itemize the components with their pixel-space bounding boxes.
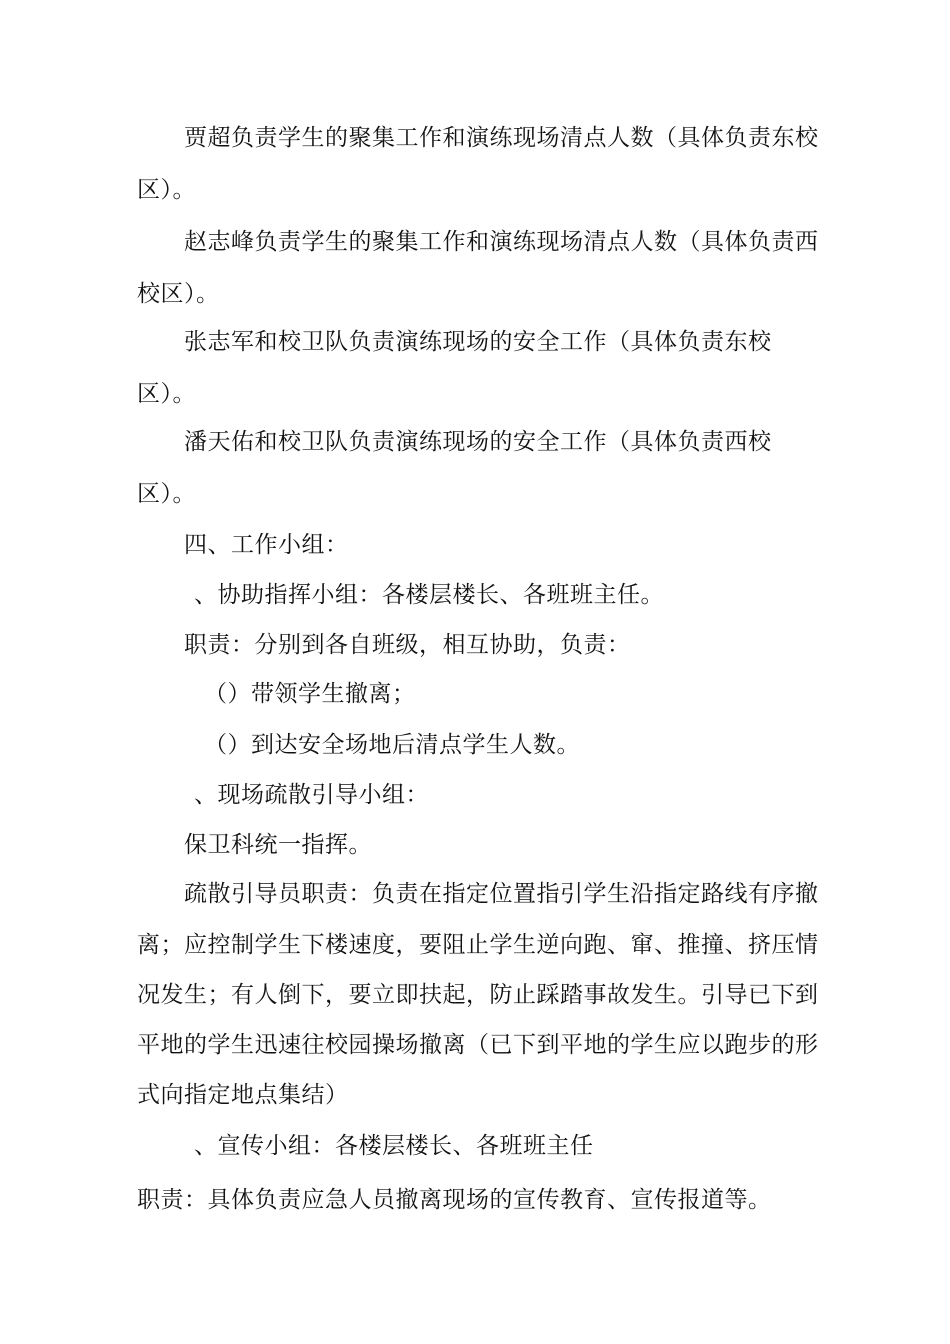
list-item: （）带领学生撤离； — [204, 681, 416, 707]
paragraph-line: 贾超负责学生的聚集工作和演练现场清点人数（具体负责东校 — [184, 125, 819, 151]
subsection-heading: 、协助指挥小组：各楼层楼长、各班班主任。 — [194, 582, 664, 608]
paragraph-line: 区）。 — [137, 481, 196, 507]
paragraph-line: 离；应控制学生下楼速度，要阻止学生逆向跑、窜、推撞、挤压情 — [137, 932, 819, 958]
paragraph-line: 保卫科统一指挥。 — [184, 832, 372, 858]
paragraph-line: 潘天佑和校卫队负责演练现场的安全工作（具体负责西校 — [184, 429, 772, 455]
section-heading: 四、工作小组： — [184, 532, 349, 558]
paragraph-line: 平地的学生迅速往校园操场撤离（已下到平地的学生应以跑步的形 — [137, 1032, 819, 1058]
paragraph-line: 张志军和校卫队负责演练现场的安全工作（具体负责东校 — [184, 329, 772, 355]
subsection-heading: 、现场疏散引导小组： — [194, 782, 429, 808]
paragraph-line: 校区）。 — [137, 281, 220, 307]
paragraph-line: 疏散引导员职责：负责在指定位置指引学生沿指定路线有序撤 — [184, 881, 819, 907]
paragraph-line: 区）。 — [137, 177, 196, 203]
paragraph-line: 式向指定地点集结） — [137, 1082, 349, 1108]
paragraph-line: 赵志峰负责学生的聚集工作和演练现场清点人数（具体负责西 — [184, 229, 819, 255]
paragraph-line: 职责：具体负责应急人员撤离现场的宣传教育、宣传报道等。 — [137, 1187, 772, 1213]
paragraph-line: 职责：分别到各自班级，相互协助，负责： — [184, 632, 631, 658]
list-item: （）到达安全场地后清点学生人数。 — [204, 732, 580, 758]
paragraph-line: 区）。 — [137, 381, 196, 407]
paragraph-line: 况发生；有人倒下，要立即扶起，防止踩踏事故发生。引导已下到 — [137, 982, 819, 1008]
subsection-heading: 、宣传小组：各楼层楼长、各班班主任 — [194, 1133, 594, 1159]
